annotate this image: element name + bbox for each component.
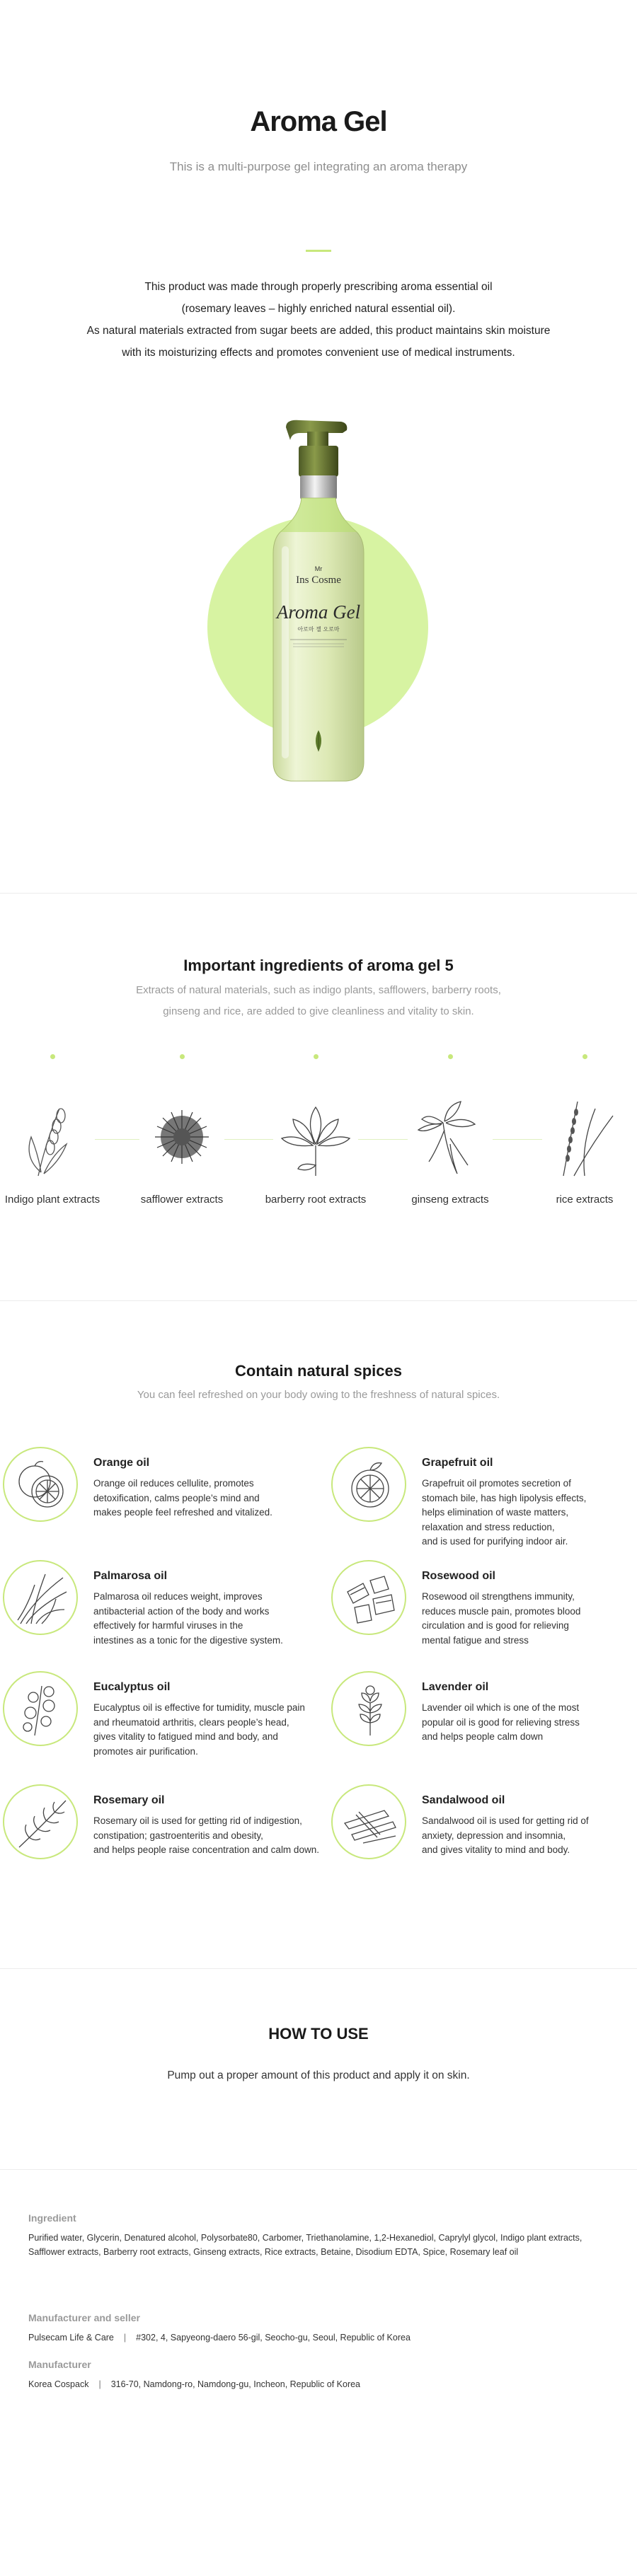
spice-item <box>331 1560 636 1659</box>
spice-description-line: constipation; gastroenteritis and obesity, <box>93 1830 263 1841</box>
spice-description-line: relaxation and stress reduction, <box>422 1521 555 1532</box>
spice-description-line: makes people feel refreshed and vitalized. <box>93 1507 272 1518</box>
bottle-brand-small: Mr <box>314 565 323 572</box>
ingredient-dot <box>448 1054 453 1059</box>
spice-item <box>3 1560 307 1659</box>
spice-item <box>331 1784 636 1883</box>
spices-title: Contain natural spices <box>235 1362 402 1380</box>
rosemary-icon <box>3 1784 78 1859</box>
eucalyptus-icon <box>3 1671 78 1746</box>
grapefruit-icon <box>331 1447 406 1522</box>
intro-paragraph <box>0 276 637 364</box>
manufacturer-info <box>28 2359 609 2391</box>
manufacturer-name: Korea Cospack <box>28 2379 89 2389</box>
spice-item <box>331 1671 636 1770</box>
ingredient-label: barberry root extracts <box>265 1194 367 1206</box>
spice-description-line: Lavender oil which is one of the most <box>422 1702 580 1713</box>
ingredient-item <box>521 1054 637 1206</box>
manufacturer-heading: Manufacturer <box>28 2359 91 2370</box>
spice-description-line: detoxification, calms people’s mind and <box>93 1492 260 1503</box>
spice-name: Sandalwood oil <box>422 1794 505 1806</box>
safflower-icon <box>139 1094 224 1179</box>
spice-description-line: popular oil is good for relieving stress <box>422 1716 580 1728</box>
section-divider <box>0 1968 637 1969</box>
spice-description-line: and gives vitality to mind and body. <box>422 1844 570 1855</box>
seller-name: Pulsecam Life & Care <box>28 2333 114 2343</box>
spice-description-line: anxiety, depression and insomnia, <box>422 1830 566 1841</box>
section-divider <box>0 2169 637 2170</box>
spice-name: Lavender oil <box>422 1681 489 1693</box>
ingredient-label: Indigo plant extracts <box>4 1194 101 1206</box>
rosewood-icon <box>331 1560 406 1635</box>
ingredient-item <box>252 1054 379 1206</box>
bottle-brand: Ins Cosme <box>296 574 341 586</box>
intro-line: with its moisturizing effects and promotes convenient use of medical instruments. <box>122 347 515 359</box>
spice-description-line: reduces muscle pain, promotes blood <box>422 1605 581 1617</box>
manufacturer-details <box>28 2377 609 2391</box>
spice-name: Palmarosa oil <box>93 1570 168 1582</box>
spice-description <box>93 1701 320 1759</box>
intro-line: This product was made through properly prescribing aroma essential oil <box>144 281 493 293</box>
spice-description-line: Palmarosa oil reduces weight, improves <box>93 1591 263 1602</box>
spice-description-line: and rheumatoid arthritis, clears people’s head, <box>93 1716 289 1728</box>
spice-description-line: Sandalwood oil is used for getting rid of <box>422 1815 589 1826</box>
ingredient-dot <box>180 1054 185 1059</box>
barberry-icon <box>273 1094 358 1179</box>
spice-item <box>3 1447 307 1546</box>
spice-description <box>93 1590 320 1648</box>
ingredient-item <box>386 1054 514 1206</box>
ingredient-heading: Ingredient <box>28 2212 76 2224</box>
ingredients-title: Important ingredients of aroma gel 5 <box>183 957 454 974</box>
spice-name: Rosemary oil <box>93 1794 165 1806</box>
seller-heading: Manufacturer and seller <box>28 2312 140 2323</box>
ingredient-item <box>0 1054 116 1206</box>
spice-description-line: helps elimination of waste matters, <box>422 1507 569 1518</box>
spice-description-line: Grapefruit oil promotes secretion of <box>422 1478 571 1489</box>
ingredients-subtitle-line: ginseng and rice, are added to give cleanliness and vitality to skin. <box>163 1005 474 1017</box>
orange-icon <box>3 1447 78 1522</box>
ginseng-icon <box>408 1094 493 1179</box>
spice-item <box>331 1447 636 1546</box>
howto-title: HOW TO USE <box>268 2025 369 2043</box>
intro-line: As natural materials extracted from sugar beets are added, this product maintains skin moisture <box>86 325 551 337</box>
spice-description-line: intestines as a tonic for the digestive system. <box>93 1634 283 1646</box>
accent-divider <box>306 250 331 252</box>
intro-line: (rosemary leaves – highly enriched natural essential oil). <box>181 303 456 315</box>
ingredient-label: rice extracts <box>556 1194 614 1206</box>
spice-description <box>93 1477 320 1520</box>
separator: | <box>123 2333 127 2343</box>
spice-description-line: and is used for purifying indoor air. <box>422 1536 568 1547</box>
spice-description-line: mental fatigue and stress <box>422 1634 529 1646</box>
separator: | <box>98 2379 101 2389</box>
ingredient-label: ginseng extracts <box>411 1194 489 1206</box>
product-bottle-image <box>258 419 379 787</box>
page-subtitle: This is a multi-purpose gel integrating an aroma therapy <box>169 160 468 173</box>
ingredient-dot <box>583 1054 587 1059</box>
ingredients-subtitle-line: Extracts of natural materials, such as indigo plants, safflowers, barberry roots, <box>136 984 501 996</box>
spice-description-line: circulation and is good for relieving <box>422 1620 569 1631</box>
section-divider <box>0 893 637 894</box>
spice-description-line: gives vitality to fatigued mind and body, and <box>93 1731 278 1742</box>
spice-description <box>422 1590 637 1648</box>
spices-subtitle: You can feel refreshed on your body owing to the freshness of natural spices. <box>137 1389 500 1401</box>
ingredient-dot <box>50 1054 55 1059</box>
spice-description-line: Orange oil reduces cellulite, promotes <box>93 1478 254 1489</box>
ingredient-info <box>28 2212 609 2259</box>
spice-description-line: Rosemary oil is used for getting rid of indigestion, <box>93 1815 302 1826</box>
spice-description-line: promotes air purification. <box>93 1745 198 1757</box>
lavender-icon <box>331 1671 406 1746</box>
spice-description-line: antibacterial action of the body and works <box>93 1605 270 1617</box>
spice-description-line: and helps people raise concentration and calm down. <box>93 1844 319 1855</box>
page-title: Aroma Gel <box>250 106 387 137</box>
spice-description <box>422 1477 637 1549</box>
seller-details <box>28 2330 609 2345</box>
spice-name: Rosewood oil <box>422 1570 495 1582</box>
rice-icon <box>542 1094 627 1179</box>
spice-description-line: Eucalyptus oil is effective for tumidity, muscle pain <box>93 1702 305 1713</box>
spice-description <box>422 1814 637 1858</box>
spice-description-line: effectively for harmful viruses in the <box>93 1620 243 1631</box>
indigo-plant-icon <box>10 1094 95 1179</box>
spice-description-line: and helps people calm down <box>422 1731 544 1742</box>
bottle-label-sub: 아로마 젤 오로마 <box>297 626 340 633</box>
ingredients-subtitle <box>0 980 637 1022</box>
seller-info <box>28 2312 609 2345</box>
howto-text: Pump out a proper amount of this product and apply it on skin. <box>167 2069 470 2081</box>
manufacturer-address: 316-70, Namdong-ro, Namdong-gu, Incheon, Republic of Korea <box>110 2379 361 2389</box>
sandalwood-icon <box>331 1784 406 1859</box>
bottle-label: Aroma Gel <box>276 601 361 623</box>
spice-description <box>422 1701 637 1745</box>
spice-name: Eucalyptus oil <box>93 1681 171 1693</box>
ingredient-item <box>118 1054 246 1206</box>
palmarosa-icon <box>3 1560 78 1635</box>
spice-description <box>93 1814 320 1858</box>
spice-item <box>3 1671 307 1770</box>
spice-name: Orange oil <box>93 1457 150 1469</box>
ingredient-list: Purified water, Glycerin, Denatured alcohol, Polysorbate80, Carbomer, Triethanolamine, 1,2-Hexanediol, Caprylyl glycol, Indigo plant extracts, Safflower extracts, Barberry root extracts, Ginseng extracts, Rice extracts, Betaine, Disodium EDTA, Spice, Rosemary leaf oil <box>28 2233 583 2257</box>
spice-description-line: stomach bile, has high lipolysis effects, <box>422 1492 587 1503</box>
ingredient-dot <box>314 1054 318 1059</box>
seller-address: #302, 4, Sapyeong-daero 56-gil, Seocho-gu, Seoul, Republic of Korea <box>136 2333 411 2343</box>
spice-name: Grapefruit oil <box>422 1457 493 1469</box>
spice-item <box>3 1784 319 1883</box>
spice-description-line: Rosewood oil strengthens immunity, <box>422 1591 575 1602</box>
section-divider <box>0 1300 637 1301</box>
ingredient-label: safflower extracts <box>140 1194 224 1206</box>
